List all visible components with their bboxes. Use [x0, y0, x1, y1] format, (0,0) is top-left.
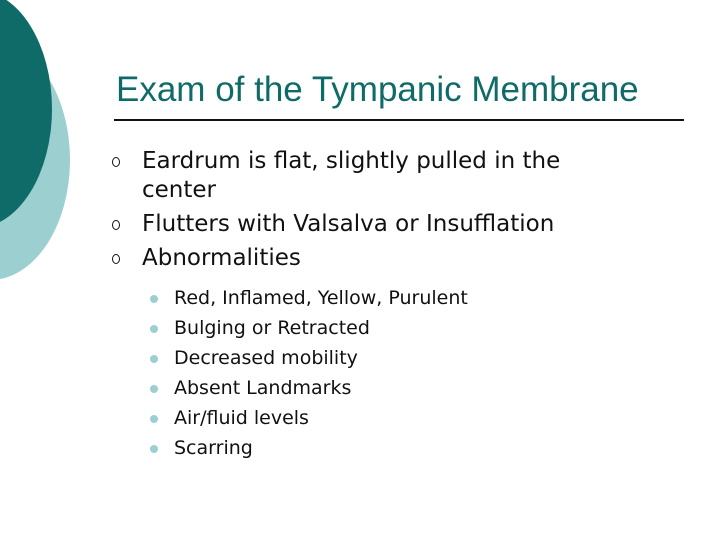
bullet-item	[112, 210, 632, 239]
sub-bullet-text: Scarring	[174, 437, 253, 459]
bullet-item	[112, 147, 632, 205]
sub-bullet-item	[142, 287, 632, 309]
dot-bullet-icon	[150, 355, 158, 363]
dot-bullet-icon	[150, 415, 158, 423]
sub-bullet-text: Air/fluid levels	[174, 407, 309, 429]
sub-bullet-item	[142, 317, 632, 339]
title-underline	[114, 119, 684, 121]
ring-bullet-icon	[112, 157, 120, 167]
sub-bullet-text: Bulging or Retracted	[174, 317, 370, 339]
ring-bullet-icon	[112, 254, 120, 264]
sub-bullet-text: Decreased mobility	[174, 347, 358, 369]
sub-bullet-item	[142, 407, 632, 429]
sub-bullet-item	[142, 377, 632, 399]
dot-bullet-icon	[150, 445, 158, 453]
sub-bullet-text: Red, Inflamed, Yellow, Purulent	[174, 287, 468, 309]
bullet-text: Abnormalities	[142, 245, 301, 271]
sub-bullet-item	[142, 347, 632, 369]
dot-bullet-icon	[150, 295, 158, 303]
sub-bullet-list	[142, 287, 632, 459]
slide-title: Exam of the Tympanic Membrane	[116, 70, 639, 109]
sub-bullet-item	[142, 437, 632, 459]
bullet-text: Flutters with Valsalva or Insufflation	[142, 211, 555, 237]
sub-bullet-text: Absent Landmarks	[174, 377, 352, 399]
bullet-item	[112, 244, 632, 459]
bullet-list	[112, 147, 632, 467]
dot-bullet-icon	[150, 325, 158, 333]
dot-bullet-icon	[150, 385, 158, 393]
bullet-text: Eardrum is flat, slightly pulled in the center	[142, 148, 561, 203]
ring-bullet-icon	[112, 220, 120, 230]
